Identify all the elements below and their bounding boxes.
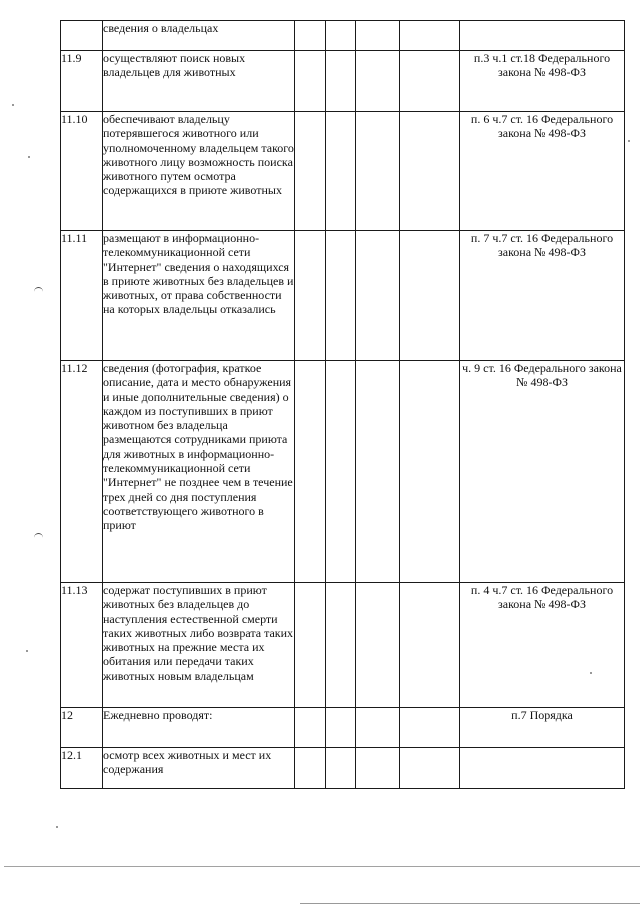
table-row xyxy=(61,21,625,51)
requirement-text: осмотр всех животных и мест их содержания xyxy=(103,748,295,789)
answer-cell-yes xyxy=(295,361,326,583)
row-number: 11.10 xyxy=(61,112,103,231)
legal-basis: п. 7 ч.7 ст. 16 Федерального закона № 498-ФЗ xyxy=(460,231,625,361)
scan-speck xyxy=(26,650,28,652)
answer-cell-no xyxy=(326,583,356,708)
scan-speck xyxy=(590,672,592,674)
row-number: 12.1 xyxy=(61,748,103,789)
answer-cell-na xyxy=(356,583,400,708)
legal-basis xyxy=(460,21,625,51)
answer-cell-no xyxy=(326,361,356,583)
scan-line xyxy=(300,903,640,904)
comment-cell xyxy=(400,21,460,51)
requirement-text: Ежедневно проводят: xyxy=(103,708,295,748)
answer-cell-na xyxy=(356,748,400,789)
requirement-text: осуществляют поиск новых владельцев для животных xyxy=(103,51,295,112)
legal-basis: п.7 Порядка xyxy=(460,708,625,748)
row-number: 12 xyxy=(61,708,103,748)
table-row xyxy=(61,231,625,361)
answer-cell-yes xyxy=(295,21,326,51)
answer-cell-na xyxy=(356,361,400,583)
legal-basis: п. 4 ч.7 ст. 16 Федерального закона № 498-ФЗ xyxy=(460,583,625,708)
answer-cell-na xyxy=(356,112,400,231)
answer-cell-na xyxy=(356,51,400,112)
legal-basis: п. 6 ч.7 ст. 16 Федерального закона № 498-ФЗ xyxy=(460,112,625,231)
answer-cell-yes xyxy=(295,112,326,231)
table-row xyxy=(61,748,625,789)
comment-cell xyxy=(400,748,460,789)
table-row xyxy=(61,112,625,231)
row-number: 11.13 xyxy=(61,583,103,708)
answer-cell-no xyxy=(326,231,356,361)
answer-cell-yes xyxy=(295,708,326,748)
legal-basis xyxy=(460,748,625,789)
comment-cell xyxy=(400,112,460,231)
table-row xyxy=(61,51,625,112)
row-number: 11.9 xyxy=(61,51,103,112)
row-number: 11.12 xyxy=(61,361,103,583)
answer-cell-na xyxy=(356,708,400,748)
scan-speck xyxy=(12,104,14,106)
answer-cell-yes xyxy=(295,231,326,361)
legal-basis: п.3 ч.1 ст.18 Федерального закона № 498-ФЗ xyxy=(460,51,625,112)
answer-cell-no xyxy=(326,51,356,112)
comment-cell xyxy=(400,708,460,748)
answer-cell-no xyxy=(326,21,356,51)
scan-mark xyxy=(34,533,43,539)
answer-cell-na xyxy=(356,21,400,51)
table-row xyxy=(61,583,625,708)
table-row xyxy=(61,361,625,583)
scan-mark xyxy=(34,287,43,293)
scan-speck xyxy=(56,826,58,828)
requirement-text: сведения (фотография, краткое описание, дата и место обнаружения и иные дополнительные сведения) о каждом из поступивших в приют животном без владельца размещаются сотрудниками приюта для животных в информационно-телекоммуникационной сети "Интернет" не позднее чем в течение трех дней со дня поступления соответствующего животного в приют xyxy=(103,361,295,583)
legal-basis: ч. 9 ст. 16 Федерального закона № 498-ФЗ xyxy=(460,361,625,583)
answer-cell-no xyxy=(326,748,356,789)
row-number: 11.11 xyxy=(61,231,103,361)
answer-cell-yes xyxy=(295,51,326,112)
scan-speck xyxy=(28,156,30,158)
answer-cell-no xyxy=(326,112,356,231)
comment-cell xyxy=(400,51,460,112)
answer-cell-na xyxy=(356,231,400,361)
scan-line xyxy=(4,866,640,867)
table-row xyxy=(61,708,625,748)
scan-speck xyxy=(628,140,630,142)
comment-cell xyxy=(400,361,460,583)
answer-cell-no xyxy=(326,708,356,748)
comment-cell xyxy=(400,583,460,708)
answer-cell-yes xyxy=(295,583,326,708)
answer-cell-yes xyxy=(295,748,326,789)
row-number xyxy=(61,21,103,51)
requirement-text: содержат поступивших в приют животных без владельцев до наступления естественной смерти таких животных либо возврата таких животных на прежние места их обитания или передачи таких животных новым владельцам xyxy=(103,583,295,708)
requirement-text: обеспечивают владельцу потерявшегося животного или уполномоченному владельцем такого животного лицу возможность поиска животного путем осмотра содержащихся в приюте животных xyxy=(103,112,295,231)
requirement-text: сведения о владельцах xyxy=(103,21,295,51)
comment-cell xyxy=(400,231,460,361)
checklist-table xyxy=(60,20,625,789)
requirement-text: размещают в информационно-телекоммуникационной сети "Интернет" сведения о находящихся в приюте животных без владельцев и животных, от права собственности на которых владельцы отказались xyxy=(103,231,295,361)
